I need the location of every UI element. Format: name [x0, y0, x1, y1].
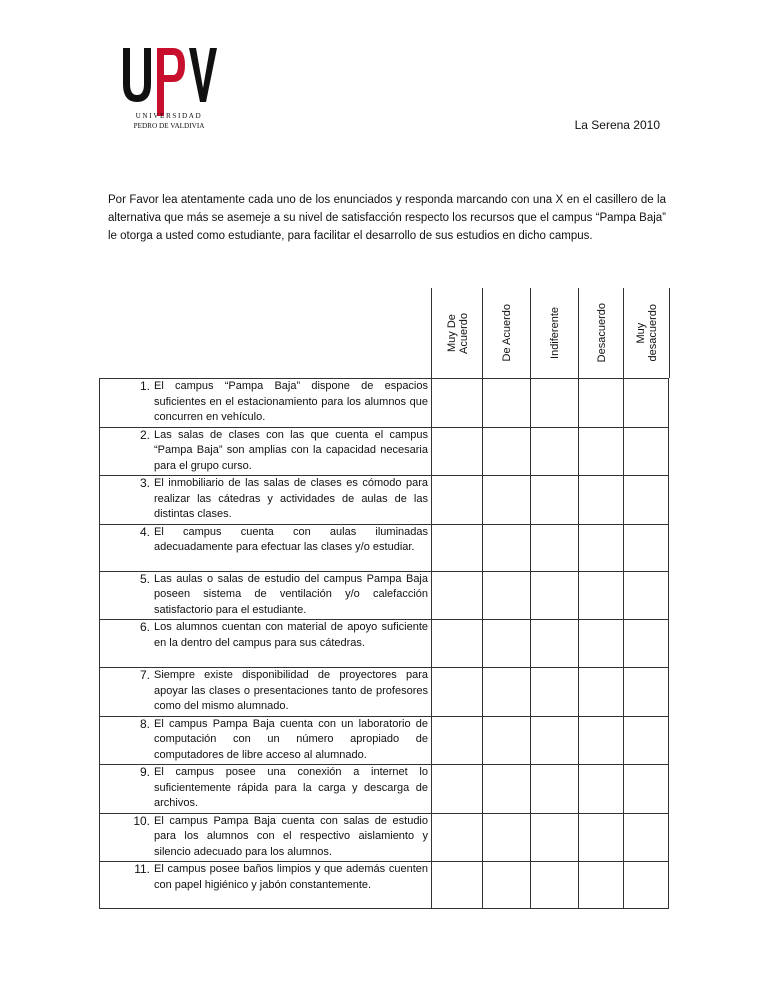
question-row — [100, 524, 669, 571]
answer-box-q8-opt5[interactable] — [624, 716, 669, 765]
option-label-line2: Acuerdo — [457, 312, 470, 354]
question-number: 11. — [134, 862, 150, 876]
answer-box-q6-opt4[interactable] — [579, 620, 624, 668]
answer-box-q3-opt1[interactable] — [432, 476, 483, 525]
answer-box-q5-opt2[interactable] — [483, 571, 531, 620]
question-row — [100, 813, 669, 862]
answer-box-q3-opt5[interactable] — [624, 476, 669, 525]
question-text: El campus Pampa Baja cuenta con un laboratorio de computación con un número apropiado de computadores de libre acceso al alumnado. — [154, 717, 428, 761]
answer-box-q4-opt5[interactable] — [624, 524, 669, 571]
question-text: Los alumnos cuentan con material de apoyo suficiente en la dentro del campus para sus cátedras. — [154, 621, 428, 649]
answer-box-q9-opt1[interactable] — [432, 765, 483, 814]
option-label-line1: Muy — [634, 322, 647, 344]
question-text: El campus cuenta con aulas iluminadas adecuadamente para efectuar las clases y/o estudiar. — [154, 525, 428, 553]
svg-text:UNIVERSIDAD: UNIVERSIDAD — [135, 112, 203, 120]
answer-box-q1-opt1[interactable] — [432, 379, 483, 428]
answer-box-q10-opt5[interactable] — [624, 813, 669, 862]
question-row — [100, 620, 669, 668]
answer-box-q7-opt2[interactable] — [483, 668, 531, 717]
question-cell — [100, 620, 432, 668]
option-header-2 — [482, 288, 531, 378]
answer-box-q7-opt4[interactable] — [579, 668, 624, 717]
question-text: El inmobiliario de las salas de clases es cómodo para realizar las cátedras y actividades de aulas de las distintas clases. — [154, 477, 428, 520]
upv-logo-mark — [119, 42, 219, 134]
option-header-3 — [530, 288, 579, 378]
question-number: 5. — [139, 571, 150, 586]
answer-box-q1-opt2[interactable] — [483, 379, 531, 428]
option-label-line1: Muy De — [445, 314, 458, 352]
date-location: La Serena 2010 — [574, 118, 660, 132]
answer-box-q7-opt1[interactable] — [432, 668, 483, 717]
answer-box-q11-opt5[interactable] — [624, 862, 669, 909]
answer-box-q6-opt5[interactable] — [624, 620, 669, 668]
question-number: 7. — [139, 668, 150, 682]
question-cell — [100, 813, 432, 862]
question-row — [100, 668, 669, 717]
answer-box-q3-opt4[interactable] — [579, 476, 624, 525]
question-row — [100, 765, 669, 814]
answer-box-q7-opt5[interactable] — [624, 668, 669, 717]
question-cell — [100, 571, 432, 620]
answer-box-q4-opt4[interactable] — [579, 524, 624, 571]
answer-box-q11-opt1[interactable] — [432, 862, 483, 909]
question-text: Siempre existe disponibilidad de proyectores para apoyar las clases o presentaciones tanto de profesores como del mismo alumnado. — [154, 669, 428, 712]
answer-box-q5-opt4[interactable] — [579, 571, 624, 620]
question-cell — [100, 524, 432, 571]
survey-table — [99, 378, 669, 909]
question-row — [100, 427, 669, 476]
option-label-line2: desacuerdo — [646, 304, 659, 362]
answer-box-q1-opt5[interactable] — [624, 379, 669, 428]
answer-box-q5-opt5[interactable] — [624, 571, 669, 620]
option-header-5 — [623, 288, 670, 378]
answer-box-q6-opt2[interactable] — [483, 620, 531, 668]
question-number: 4. — [139, 524, 150, 539]
answer-box-q1-opt4[interactable] — [579, 379, 624, 428]
question-cell — [100, 862, 432, 909]
answer-box-q5-opt1[interactable] — [432, 571, 483, 620]
answer-box-q7-opt3[interactable] — [531, 668, 579, 717]
answer-box-q10-opt3[interactable] — [531, 813, 579, 862]
question-cell — [100, 668, 432, 717]
question-number: 8. — [139, 716, 150, 731]
question-text: El campus posee una conexión a internet lo suficientemente rápida para la carga y descarga de archivos. — [154, 766, 428, 809]
question-row — [100, 476, 669, 525]
answer-box-q4-opt2[interactable] — [483, 524, 531, 571]
question-text: Las salas de clases con las que cuenta el campus “Pampa Baja” son amplias con la capacidad necesaria para el grupo curso. — [154, 428, 428, 472]
answer-box-q11-opt3[interactable] — [531, 862, 579, 909]
logo-red-letter — [157, 48, 185, 116]
answer-box-q8-opt2[interactable] — [483, 716, 531, 765]
answer-box-q3-opt2[interactable] — [483, 476, 531, 525]
question-text: Las aulas o salas de estudio del campus Pampa Baja poseen sistema de ventilación y/o calefacción satisfactorio para el estudiante. — [154, 572, 428, 616]
answer-box-q3-opt3[interactable] — [531, 476, 579, 525]
question-text: El campus posee baños limpios y que además cuenten con papel higiénico y jabón constantemente. — [154, 863, 428, 891]
answer-box-q11-opt2[interactable] — [483, 862, 531, 909]
question-cell — [100, 379, 432, 428]
question-number: 9. — [139, 765, 150, 779]
option-label-line1: Indiferente — [549, 307, 561, 359]
rating-scale-header — [431, 288, 668, 378]
question-number: 3. — [139, 476, 150, 490]
answer-box-q4-opt3[interactable] — [531, 524, 579, 571]
answer-box-q6-opt1[interactable] — [432, 620, 483, 668]
option-label-line1: De Acuerdo — [501, 304, 513, 362]
question-cell — [100, 716, 432, 765]
answer-box-q6-opt3[interactable] — [531, 620, 579, 668]
question-cell — [100, 476, 432, 525]
answer-box-q9-opt2[interactable] — [483, 765, 531, 814]
university-logo — [119, 42, 219, 134]
answer-box-q1-opt3[interactable] — [531, 379, 579, 428]
answer-box-q8-opt3[interactable] — [531, 716, 579, 765]
answer-box-q10-opt1[interactable] — [432, 813, 483, 862]
answer-box-q5-opt3[interactable] — [531, 571, 579, 620]
option-label-line1: Desacuerdo — [595, 303, 608, 363]
question-number: 10. — [133, 813, 150, 828]
question-number: 1. — [139, 379, 150, 393]
question-row — [100, 716, 669, 765]
answer-box-q8-opt4[interactable] — [579, 716, 624, 765]
answer-box-q2-opt4[interactable] — [579, 427, 624, 476]
answer-box-q9-opt3[interactable] — [531, 765, 579, 814]
question-row — [100, 862, 669, 909]
option-header-4 — [578, 288, 624, 378]
question-row — [100, 571, 669, 620]
answer-box-q9-opt4[interactable] — [579, 765, 624, 814]
question-text: El campus Pampa Baja cuenta con salas de estudio para los alumnos con el respectivo aislamiento y silencio adecuado para los alumnos. — [154, 814, 428, 858]
question-number: 2. — [139, 427, 150, 442]
answer-box-q2-opt3[interactable] — [531, 427, 579, 476]
answer-box-q11-opt4[interactable] — [579, 862, 624, 909]
option-header-1 — [431, 288, 483, 378]
svg-text:PEDRO DE VALDIVIA: PEDRO DE VALDIVIA — [133, 122, 205, 130]
answer-box-q8-opt1[interactable] — [432, 716, 483, 765]
answer-box-q2-opt5[interactable] — [624, 427, 669, 476]
question-number: 6. — [139, 620, 150, 634]
answer-box-q10-opt2[interactable] — [483, 813, 531, 862]
instructions-paragraph: Por Favor lea atentamente cada uno de los enunciados y responda marcando con una X en el casillero de la alternativa que más se asemeje a su nivel de satisfacción respecto los recursos que el campus “Pampa Baja” le otorga a usted como estudiante, para facilitar el desarrollo de sus estudios en dicho campus. — [108, 194, 666, 242]
answer-box-q10-opt4[interactable] — [579, 813, 624, 862]
answer-box-q2-opt2[interactable] — [483, 427, 531, 476]
answer-box-q2-opt1[interactable] — [432, 427, 483, 476]
question-cell — [100, 765, 432, 814]
answer-box-q9-opt5[interactable] — [624, 765, 669, 814]
question-row — [100, 379, 669, 428]
question-cell — [100, 427, 432, 476]
question-text: El campus “Pampa Baja” dispone de espacios suficientes en el estacionamiento para los alumnos que concurren en vehículo. — [154, 380, 428, 423]
answer-box-q4-opt1[interactable] — [432, 524, 483, 571]
